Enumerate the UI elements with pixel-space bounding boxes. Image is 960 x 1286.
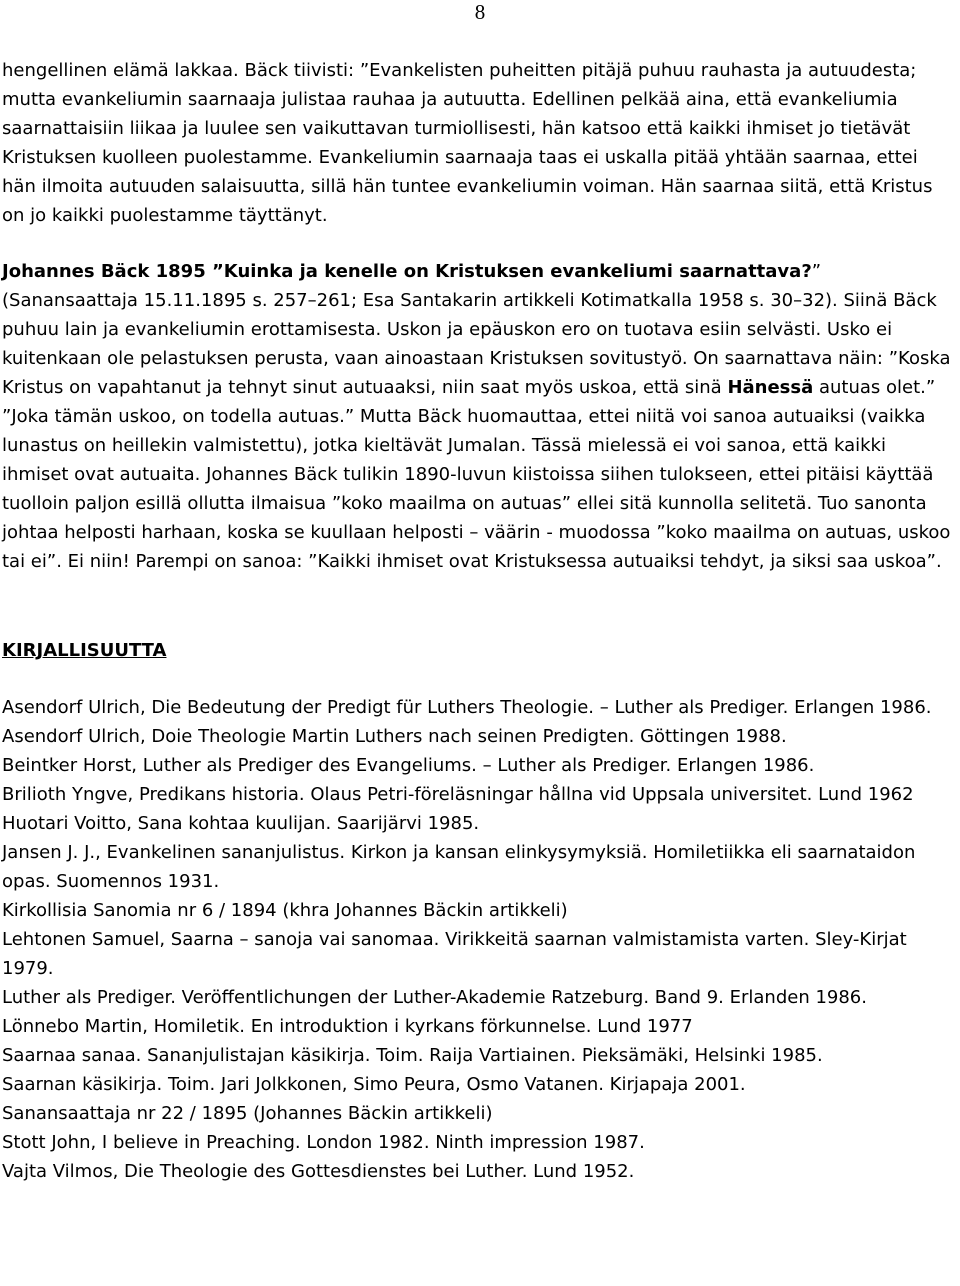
reference-list [2,693,954,1186]
document-body [2,56,954,1186]
reference-item: Beintker Horst, Luther als Prediger des Evangeliums. – Luther als Prediger. Erlangen 1986. [2,755,815,776]
reference-item: Vajta Vilmos, Die Theologie des Gottesdienstes bei Luther. Lund 1952. [2,1161,635,1182]
reference-item: Lehtonen Samuel, Saarna – sanoja vai sanomaa. Virikkeitä saarnan valmistamista varten. Sley-Kirjat 1979. [2,929,907,979]
paragraph-2-text-a: ” (Sanansaattaja 15.11.1895 s. 257–261; Esa Santakarin artikkeli Kotimatkalla 1958 s. 30–32). Siinä Bäck puhuu lain ja evankeliumin erottamisesta. Uskon ja epäuskon ero on tuotava esiin selvästi. Usko ei kuitenkaan ole pelastuksen perusta, vaan ainoastaan Kristuksen sovitustyö. On saarnattava näin: ”Koska Kristus on vapahtanut ja tehnyt sinut autuaaksi, niin saat myös uskoa, että sinä [2,261,951,398]
reference-item: Stott John, I believe in Preaching. London 1982. Ninth impression 1987. [2,1132,645,1153]
reference-item: Kirkollisia Sanomia nr 6 / 1894 (khra Johannes Bäckin artikkeli) [2,900,568,921]
reference-item: Jansen J. J., Evankelinen sananjulistus. Kirkon ja kansan elinkysymyksiä. Homiletiikka eli saarnataidon opas. Suomennos 1931. [2,842,916,892]
section-heading: KIRJALLISUUTTA [2,640,167,661]
reference-item: Asendorf Ulrich, Die Bedeutung der Predigt für Luthers Theologie. – Luther als Prediger. Erlangen 1986. [2,697,932,718]
paragraph-2-bold-word: Hänessä [727,377,814,398]
paragraph-2-text-b: autuas olet.” ”Joka tämän uskoo, on todella autuas.” Mutta Bäck huomauttaa, ettei niitä voi sanoa autuaiksi (vaikka lunastus on heillekin valmistettu), jotka kieltävät Jumalan. Tässä mielessä ei voi sanoa, että kaikki ihmiset ovat autuaita. Johannes Bäck tulikin 1890-luvun kiistoissa siihen tulokseen, ettei pitäisi käyttää tuolloin paljon esillä ollutta ilmaisua ”koko maailma on autuas” ellei sitä kunnolla selitetä. Tuo sanonta johtaa helposti harhaan, koska se kuullaan helposti – väärin - muodossa ”koko maailma on autuas, uskoo tai ei”. Ei niin! Parempi on sanoa: ”Kaikki ihmiset ovat Kristuksessa autuaiksi tehdyt, ja siksi saa uskoa”. [2,377,951,572]
reference-item: Sanansaattaja nr 22 / 1895 (Johannes Bäckin artikkeli) [2,1103,493,1124]
reference-item: Asendorf Ulrich, Doie Theologie Martin Luthers nach seinen Predigten. Göttingen 1988. [2,726,787,747]
reference-item: Huotari Voitto, Sana kohtaa kuulijan. Saarijärvi 1985. [2,813,480,834]
reference-item: Brilioth Yngve, Predikans historia. Olaus Petri-föreläsningar hållna vid Uppsala universitet. Lund 1962 [2,784,914,805]
reference-item: Saarnaa sanaa. Sananjulistajan käsikirja. Toim. Raija Vartiainen. Pieksämäki, Helsinki 1985. [2,1045,823,1066]
reference-item: Luther als Prediger. Veröffentlichungen der Luther-Akademie Ratzeburg. Band 9. Erlanden 1986. [2,987,867,1008]
paragraph-2 [2,257,954,576]
page-number: 8 [474,0,486,24]
reference-item: Lönnebo Martin, Homiletik. En introduktion i kyrkans förkunnelse. Lund 1977 [2,1016,693,1037]
reference-item: Saarnan käsikirja. Toim. Jari Jolkkonen, Simo Peura, Osmo Vatanen. Kirjapaja 2001. [2,1074,746,1095]
paragraph-2-bold-lead: Johannes Bäck 1895 ”Kuinka ja kenelle on Kristuksen evankeliumi saarnattava? [2,261,812,282]
paragraph-1: hengellinen elämä lakkaa. Bäck tiivisti: ”Evankelisten puheitten pitäjä puhuu rauhasta ja autuudesta; mutta evankeliumin saarnaaja julistaa rauhaa ja autuutta. Edellinen pelkää aina, että evankeliumia saarnattaisiin liikaa ja luulee sen vaikuttavan turmiollisesti, hän katsoo että kaikki ihmiset jo tietävät Kristuksen kuolleen puolestamme. Evankeliumin saarnaaja taas ei uskalla pitää yhtään saarnaa, ettei hän ilmoita autuuden salaisuutta, sillä hän tuntee evankeliumin voiman. Hän saarnaa siitä, että Kristus on jo kaikki puolestamme täyttänyt. [2,60,933,226]
